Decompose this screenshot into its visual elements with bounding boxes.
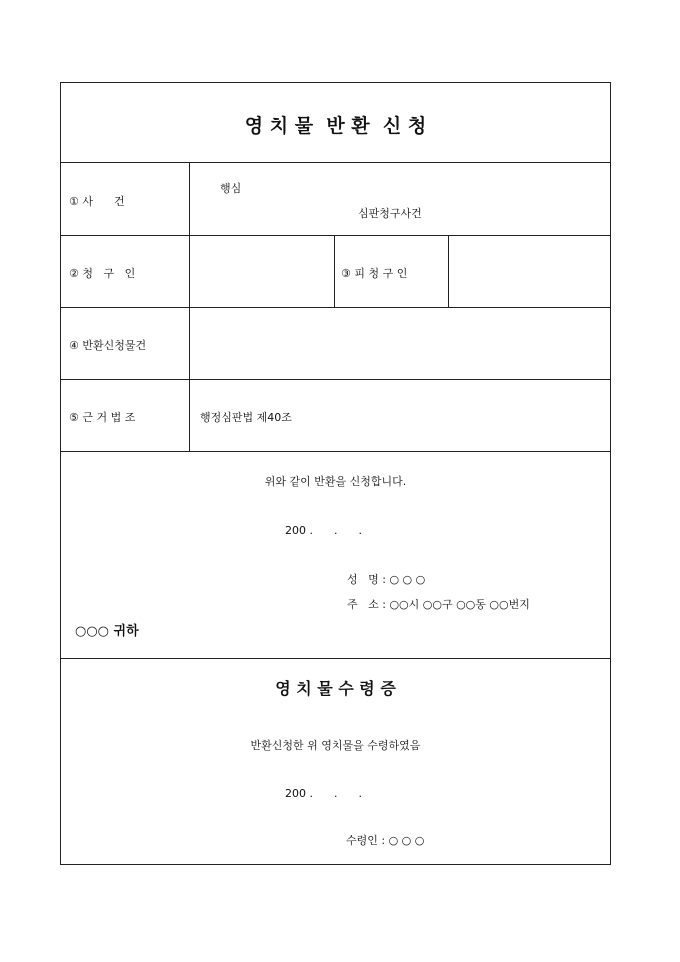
receipt-date: 200 . . . — [285, 787, 362, 800]
claimant-label: ② 청 구 인 — [69, 267, 136, 280]
applicant-address: 주 소 : ○○시 ○○구 ○○동 ○○번지 — [347, 598, 530, 611]
item-label: ④ 반환신청물건 — [69, 339, 147, 352]
divider — [61, 162, 610, 163]
divider — [61, 235, 610, 236]
case-label: ① 사 건 — [69, 195, 125, 208]
receipt-title: 영 치 물 수 령 증 — [275, 679, 396, 698]
divider — [61, 307, 610, 308]
claimant-divider — [334, 235, 335, 307]
applicant-name: 성 명 : ○ ○ ○ — [347, 573, 426, 586]
recipient: ○○○ 귀하 — [75, 624, 139, 639]
seized-goods-return-form — [60, 82, 611, 865]
case-value-prefix: 행심 — [220, 182, 242, 195]
respondent-label: ③ 피 청 구 인 — [341, 267, 408, 280]
application-date: 200 . . . — [285, 524, 362, 537]
receipt-statement: 반환신청한 위 영치물을 수령하였음 — [250, 739, 421, 752]
basis-value: 행정심판법 제40조 — [200, 411, 292, 424]
label-column-divider — [189, 162, 190, 451]
divider — [61, 658, 610, 659]
respondent-divider — [448, 235, 449, 307]
divider — [61, 451, 610, 452]
receiver-line: 수령인 : ○ ○ ○ — [346, 834, 425, 847]
case-value-suffix: 심판청구사건 — [358, 207, 422, 220]
basis-label: ⑤ 근 거 법 조 — [69, 411, 136, 424]
form-title: 영 치 물 반 환 신 청 — [244, 115, 427, 137]
application-statement: 위와 같이 반환을 신청합니다. — [264, 475, 407, 488]
divider — [61, 379, 610, 380]
